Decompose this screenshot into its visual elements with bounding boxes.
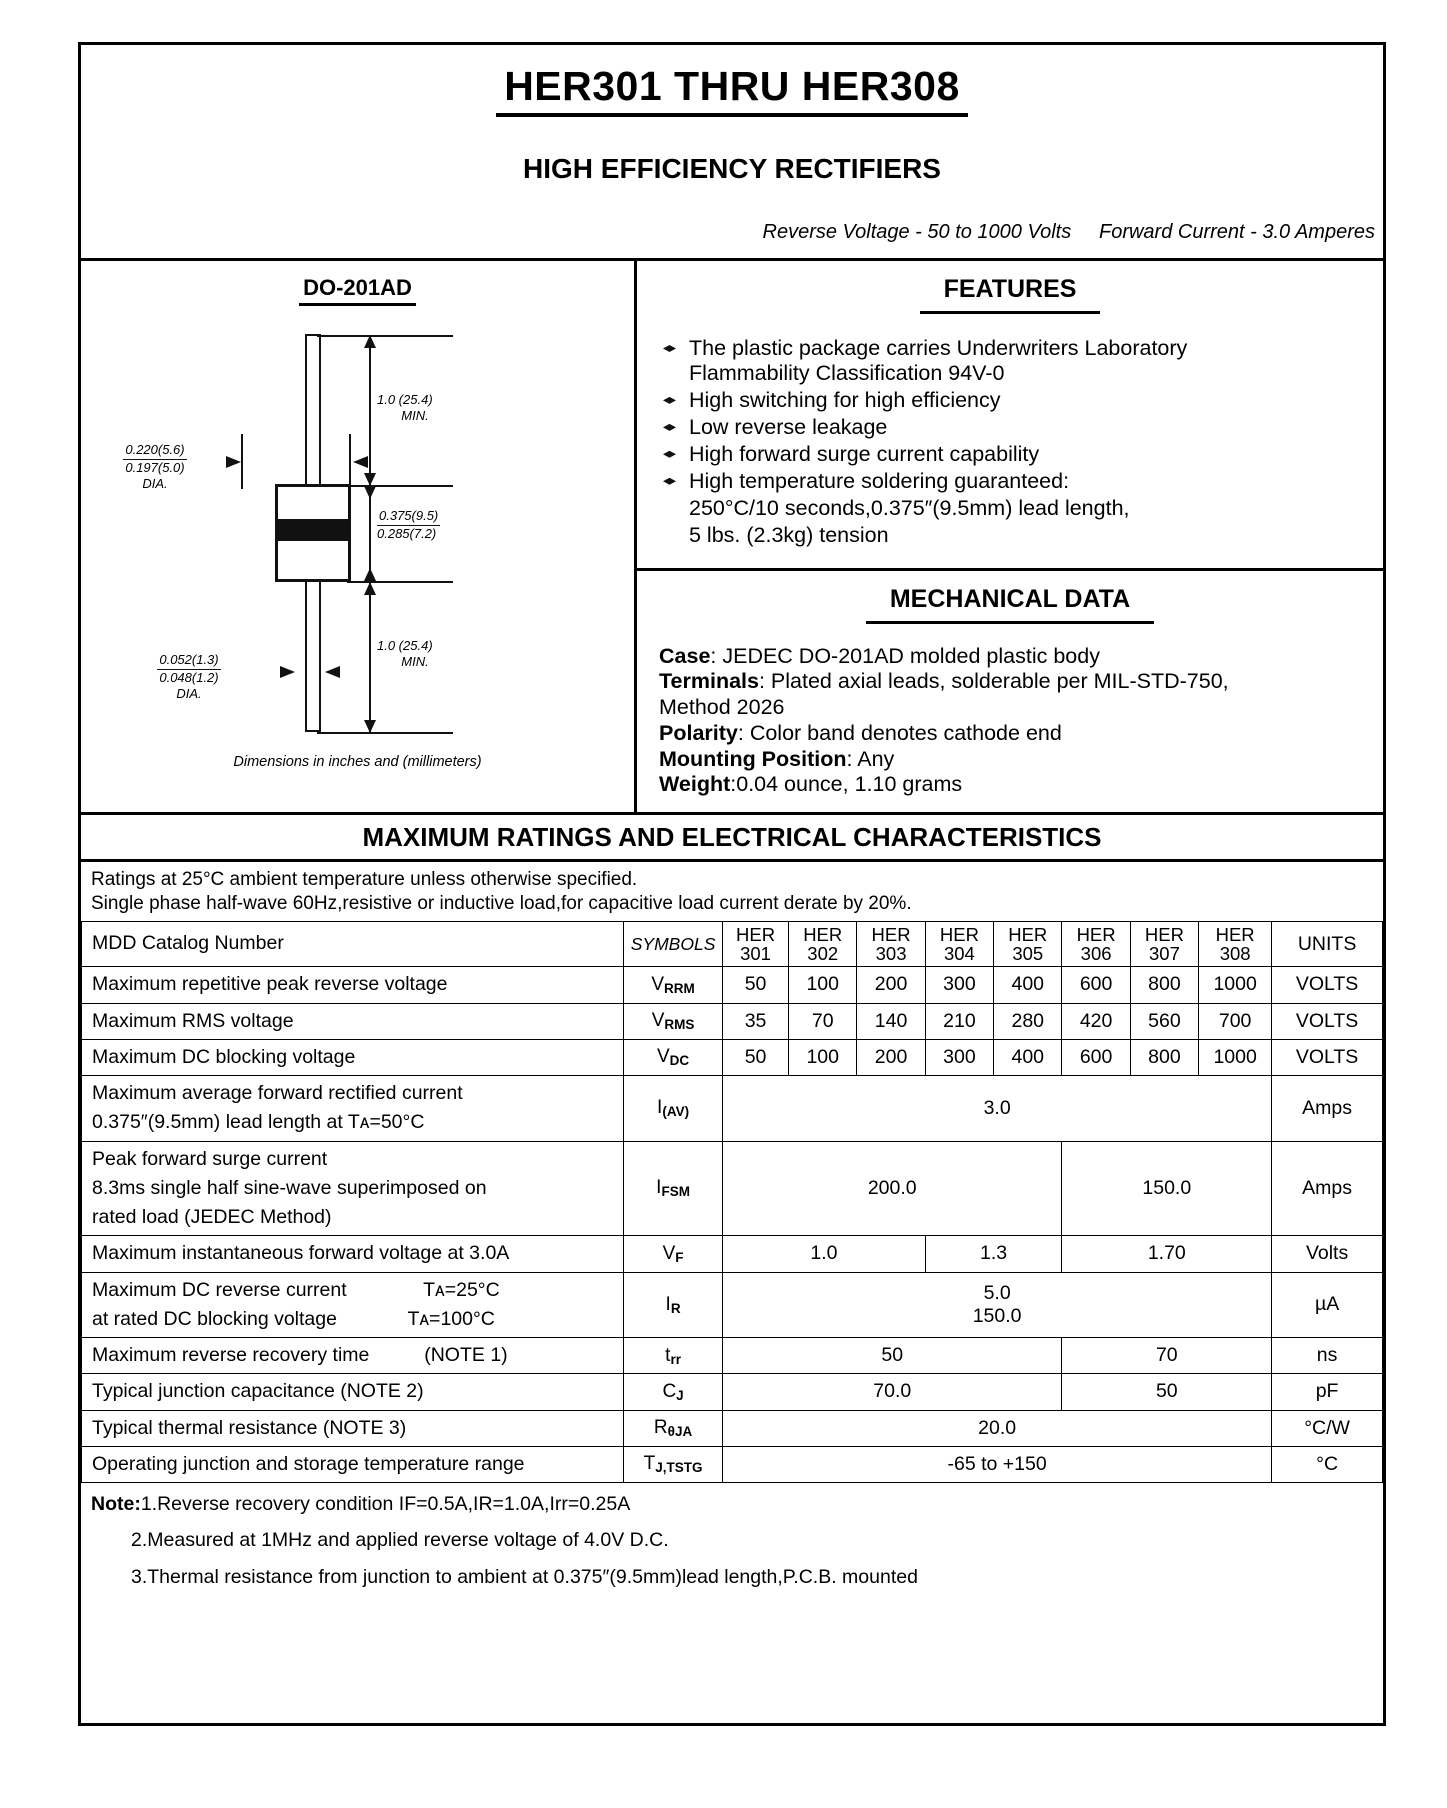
features-list xyxy=(637,336,1383,494)
page-tagline: Reverse Voltage - 50 to 1000 Volts Forward Current - 3.0 Amperes xyxy=(762,221,1375,243)
row-param xyxy=(82,1141,624,1236)
row-value-line1: 5.0 xyxy=(983,1281,1011,1304)
note-1 xyxy=(91,1493,1373,1515)
diamond-bullet-icon xyxy=(663,451,676,458)
row-symbol: $I_{(AV)}$ xyxy=(624,1076,723,1142)
row-param: Typical thermal resistance (NOTE 3) xyxy=(82,1410,624,1446)
row-value: 100 xyxy=(789,1039,857,1075)
feature-text: High switching for high efficiency xyxy=(689,387,1001,412)
row-param-line1: Maximum DC reverse current Tᴀ=25°C xyxy=(92,1278,500,1301)
row-value: 210 xyxy=(925,1003,993,1039)
row-symbol: $C_J$ xyxy=(624,1374,723,1410)
row-param: Typical junction capacitance (NOTE 2) xyxy=(82,1374,624,1410)
header-part-306: HER 306 xyxy=(1062,921,1130,966)
arrow-left-leaddia-icon xyxy=(325,666,343,678)
package-drawing-panel xyxy=(81,261,637,812)
diamond-bullet-icon xyxy=(663,397,676,404)
row-value: 70 xyxy=(789,1003,857,1039)
row-value: 3.0 xyxy=(723,1076,1272,1142)
row-units: °C xyxy=(1272,1446,1383,1482)
note-1-text: 1.Reverse recovery condition IF=0.5A,IR=1.0A,Irr=0.25A xyxy=(140,1493,631,1515)
row-symbol: $I_R$ xyxy=(624,1272,723,1338)
feature-text: Low reverse leakage xyxy=(689,414,888,439)
feature-item xyxy=(663,442,1373,467)
row-symbol: $I_{FSM}$ xyxy=(624,1141,723,1236)
row-value xyxy=(723,1272,1272,1338)
row-param-line2: 0.375″(9.5mm) lead length at Tᴀ=50°C xyxy=(92,1111,425,1134)
dim-body-dia-max: 0.220(5.6) xyxy=(123,442,186,460)
row-value: 200 xyxy=(857,1039,925,1075)
mechanical-heading-text: MECHANICAL DATA xyxy=(866,585,1154,624)
mech-label: Mounting Position xyxy=(659,746,847,771)
diamond-bullet-icon xyxy=(663,345,676,352)
mech-label: Weight xyxy=(659,772,731,797)
header-part-308: HER 308 xyxy=(1199,921,1272,966)
table-row xyxy=(82,1141,1383,1236)
row-units: Volts xyxy=(1272,1236,1383,1272)
mech-value: : Color band denotes cathode end xyxy=(737,720,1062,745)
dim-lead-top: 1.0 (25.4) MIN. xyxy=(377,392,433,423)
row-units: Amps xyxy=(1272,1076,1383,1142)
ratings-condition-line1: Ratings at 25°C ambient temperature unless otherwise specified. xyxy=(91,869,638,891)
row-units: VOLTS xyxy=(1272,1039,1383,1075)
row-units: µA xyxy=(1272,1272,1383,1338)
table-row xyxy=(82,1446,1383,1482)
arrow-right-leaddia-icon xyxy=(277,666,295,678)
table-row xyxy=(82,1236,1383,1272)
row-param: Maximum DC blocking voltage xyxy=(82,1039,624,1075)
mech-label: Polarity xyxy=(659,720,738,745)
diamond-bullet-icon xyxy=(663,478,676,485)
row-param: Maximum reverse recovery time (NOTE 1) xyxy=(82,1338,624,1374)
ratings-banner: MAXIMUM RATINGS AND ELECTRICAL CHARACTERISTICS xyxy=(81,815,1383,862)
ratings-conditions xyxy=(81,862,1383,921)
diamond-bullet-icon xyxy=(663,424,676,431)
header-part-302: HER 302 xyxy=(789,921,857,966)
arrow-left-dia-icon xyxy=(353,456,371,468)
row-symbol: $V_{RMS}$ xyxy=(624,1003,723,1039)
features-heading-text: FEATURES xyxy=(920,275,1101,314)
feature-item xyxy=(663,469,1373,494)
row-value: -65 to +150 xyxy=(723,1446,1272,1482)
note-3: 3.Thermal resistance from junction to ambient at 0.375″(9.5mm)lead length,P.C.B. mounted xyxy=(131,1565,918,1588)
mech-value: Method 2026 xyxy=(659,695,785,720)
row-value: 35 xyxy=(723,1003,789,1039)
header-part-301: HER 301 xyxy=(723,921,789,966)
feature-text-line1: The plastic package carries Underwriters Laboratory xyxy=(689,336,1188,360)
row-value: 50 xyxy=(1062,1374,1272,1410)
header-part-303: HER 303 xyxy=(857,921,925,966)
table-row xyxy=(82,1410,1383,1446)
row-value: 600 xyxy=(1062,1039,1130,1075)
mech-row xyxy=(659,669,1373,695)
dim-lead-dia-max: 0.052(1.3) xyxy=(157,652,220,670)
ratings-table xyxy=(81,921,1383,1483)
arrow-down-bottom-icon xyxy=(363,719,377,733)
mech-row xyxy=(659,644,1373,670)
feature-text: High forward surge current capability xyxy=(689,441,1040,466)
dim-lead-dia xyxy=(125,652,253,702)
mech-value: : JEDEC DO-201AD molded plastic body xyxy=(710,643,1100,668)
header-part-304: HER 304 xyxy=(925,921,993,966)
mechanical-section xyxy=(637,571,1383,813)
mech-row xyxy=(659,747,1373,773)
row-value: 300 xyxy=(925,1039,993,1075)
arrow-up-top-icon xyxy=(363,335,377,349)
table-row xyxy=(82,1039,1383,1075)
dimensions-caption: Dimensions in inches and (millimeters) xyxy=(233,754,482,770)
mech-value: :0.04 ounce, 1.10 grams xyxy=(730,772,963,797)
header-part-305: HER 305 xyxy=(994,921,1062,966)
dim-body-len-max: 0.375(9.5) xyxy=(377,508,440,526)
feature-item xyxy=(663,415,1373,440)
row-value: 50 xyxy=(723,1338,1062,1374)
table-row xyxy=(82,1076,1383,1142)
table-row xyxy=(82,1338,1383,1374)
body-len-dim-line xyxy=(369,485,371,581)
package-title-text: DO-201AD xyxy=(299,275,416,306)
row-value: 560 xyxy=(1130,1003,1198,1039)
package-title xyxy=(81,275,634,306)
bottom-dim-line xyxy=(369,582,371,732)
row-value: 300 xyxy=(925,967,993,1003)
table-row xyxy=(82,1272,1383,1338)
body-dia-ext-left xyxy=(241,434,243,489)
arrow-down-body-icon xyxy=(363,485,377,499)
mech-value: : Plated axial leads, solderable per MIL-STD-750, xyxy=(758,669,1229,694)
arrow-right-dia-icon xyxy=(223,456,241,468)
dim-body-dia-label: DIA. xyxy=(142,475,168,491)
row-value: 400 xyxy=(994,967,1062,1003)
mech-label: Case xyxy=(659,643,711,668)
top-extension-line xyxy=(317,335,453,337)
page-title xyxy=(81,63,1383,117)
row-value: 100 xyxy=(789,967,857,1003)
row-value: 800 xyxy=(1130,1039,1198,1075)
row-symbol: $V_F$ xyxy=(624,1236,723,1272)
row-value: 50 xyxy=(723,1039,789,1075)
row-value: 70 xyxy=(1062,1338,1272,1374)
dim-body-len-min: 0.285(7.2) xyxy=(377,525,437,541)
mech-row xyxy=(659,695,1373,721)
package-drawing xyxy=(81,316,634,746)
mechanical-heading xyxy=(637,571,1383,624)
bottom-lead xyxy=(305,580,321,732)
row-value: 140 xyxy=(857,1003,925,1039)
dim-body-dia-min: 0.197(5.0) xyxy=(125,459,185,475)
table-row xyxy=(82,1003,1383,1039)
row-param: Maximum RMS voltage xyxy=(82,1003,624,1039)
row-value: 200.0 xyxy=(723,1141,1062,1236)
specs-panel xyxy=(637,261,1383,812)
notes-section xyxy=(81,1483,1383,1588)
row-param xyxy=(82,1076,624,1142)
page-header xyxy=(81,45,1383,261)
row-symbol: $V_{DC}$ xyxy=(624,1039,723,1075)
dim-body-dia xyxy=(91,442,219,492)
mech-value: : Any xyxy=(846,746,895,771)
page-title-text: HER301 THRU HER308 xyxy=(496,63,968,117)
arrow-up-bottom-icon xyxy=(363,582,377,596)
feature-item xyxy=(663,336,1373,386)
row-symbol: $t_{rr}$ xyxy=(624,1338,723,1374)
dim-lead-bottom: 1.0 (25.4) MIN. xyxy=(377,638,433,669)
row-symbol: $R_{\theta JA}$ xyxy=(624,1410,723,1446)
page-subtitle: HIGH EFFICIENCY RECTIFIERS xyxy=(523,153,941,184)
mechanical-body xyxy=(637,624,1383,813)
row-value: 400 xyxy=(994,1039,1062,1075)
features-section xyxy=(637,261,1383,571)
feature-continuation-1: 250°C/10 seconds,0.375″(9.5mm) lead length, xyxy=(689,495,1130,520)
mech-row xyxy=(659,772,1373,798)
ratings-condition-line2: Single phase half-wave 60Hz,resistive or inductive load,for capacitive load current derate by 20%. xyxy=(91,893,912,915)
row-value: 1.70 xyxy=(1062,1236,1272,1272)
row-symbol: $T_{J,TSTG}$ xyxy=(624,1446,723,1482)
row-value-line2: 150.0 xyxy=(972,1304,1022,1327)
header-units: UNITS xyxy=(1272,921,1383,966)
row-units: °C/W xyxy=(1272,1410,1383,1446)
arrow-down-top-icon xyxy=(363,472,377,486)
row-param-line1: Peak forward surge current xyxy=(92,1147,328,1170)
row-value: 150.0 xyxy=(1062,1141,1272,1236)
feature-text-line2: Flammability Classification 94V-0 xyxy=(689,360,1005,385)
table-row xyxy=(82,967,1383,1003)
feature-text: High temperature soldering guaranteed: xyxy=(689,468,1070,493)
row-param: Maximum instantaneous forward voltage at 3.0A xyxy=(82,1236,624,1272)
row-units: ns xyxy=(1272,1338,1383,1374)
row-param-line2: 8.3ms single half sine-wave superimposed on xyxy=(92,1176,487,1199)
row-value: 70.0 xyxy=(723,1374,1062,1410)
row-value: 20.0 xyxy=(723,1410,1272,1446)
row-value: 1.3 xyxy=(925,1236,1062,1272)
row-param: Maximum repetitive peak reverse voltage xyxy=(82,967,624,1003)
top-lead xyxy=(305,334,321,486)
row-value: 800 xyxy=(1130,967,1198,1003)
table-header-row xyxy=(82,921,1383,966)
row-param-line2: at rated DC blocking voltage Tᴀ=100°C xyxy=(92,1307,495,1330)
row-value: 200 xyxy=(857,967,925,1003)
table-row xyxy=(82,1374,1383,1410)
features-heading xyxy=(637,261,1383,314)
row-value: 1000 xyxy=(1199,1039,1272,1075)
dim-lead-dia-label: DIA. xyxy=(176,685,202,701)
row-units: VOLTS xyxy=(1272,967,1383,1003)
row-value: 600 xyxy=(1062,967,1130,1003)
note-2: 2.Measured at 1MHz and applied reverse voltage of 4.0V D.C. xyxy=(131,1529,669,1552)
notes-label: Note: xyxy=(91,1493,141,1515)
row-param-line1: Maximum average forward rectified current xyxy=(92,1082,463,1104)
mech-label: Terminals xyxy=(659,669,759,694)
row-value: 280 xyxy=(994,1003,1062,1039)
row-units: VOLTS xyxy=(1272,1003,1383,1039)
bottom-extension-line xyxy=(317,732,453,734)
row-value: 420 xyxy=(1062,1003,1130,1039)
row-param xyxy=(82,1272,624,1338)
feature-continuation-2: 5 lbs. (2.3kg) tension xyxy=(689,522,889,547)
dim-lead-dia-min: 0.048(1.2) xyxy=(159,669,219,685)
mech-row xyxy=(659,721,1373,747)
row-value: 1.0 xyxy=(723,1236,926,1272)
row-param-line3: rated load (JEDEC Method) xyxy=(92,1206,332,1228)
header-part-307: HER 307 xyxy=(1130,921,1198,966)
row-value: 50 xyxy=(723,967,789,1003)
body-dia-ext-right xyxy=(349,434,351,489)
row-units: Amps xyxy=(1272,1141,1383,1236)
dim-body-length xyxy=(377,508,440,542)
row-symbol: $V_{RRM}$ xyxy=(624,967,723,1003)
mid-section xyxy=(81,261,1383,815)
header-symbols: SYMBOLS xyxy=(624,921,723,966)
datasheet-page xyxy=(78,42,1386,1726)
row-units: pF xyxy=(1272,1374,1383,1410)
cathode-band xyxy=(278,519,348,541)
feature-item xyxy=(663,388,1373,413)
arrow-up-body-icon xyxy=(363,568,377,582)
row-value: 700 xyxy=(1199,1003,1272,1039)
header-catalog: MDD Catalog Number xyxy=(82,921,624,966)
row-param: Operating junction and storage temperature range xyxy=(82,1446,624,1482)
row-value: 1000 xyxy=(1199,967,1272,1003)
